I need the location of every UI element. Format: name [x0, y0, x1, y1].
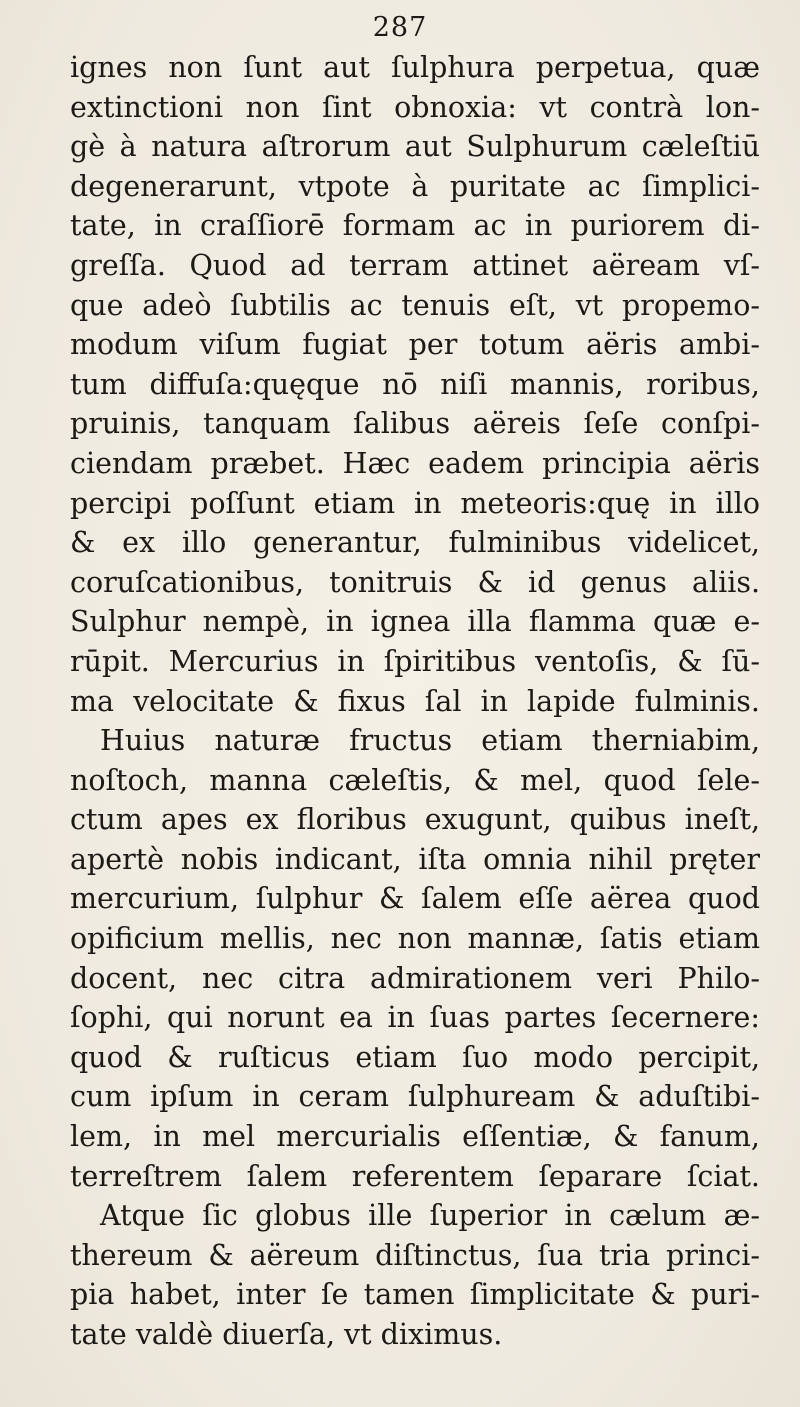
text-line: Huius naturæ fructus etiam therniabim, [100, 724, 760, 758]
text-line: modum viſum fugiat per totum aëris ambi- [70, 328, 760, 362]
text-line: mercurium, ſulphur & ſalem eſſe aërea quod [70, 882, 760, 916]
text-line: & ex illo generantur, fulminibus videlicet, [70, 526, 760, 560]
text-line: greſſa. Quod ad terram attinet aëream vſ- [70, 248, 760, 282]
text-line: Atque ſic globus ille ſuperior in cælum æ- [100, 1199, 760, 1233]
text-line: rūpit. Mercurius in ſpiritibus ventoſis, & ſū- [70, 644, 760, 678]
text-line: que adeò ſubtilis ac tenuis eſt, vt propemo- [70, 288, 760, 322]
text-line: quod & ruſticus etiam ſuo modo percipit, [70, 1040, 760, 1074]
text-line: ſophi, qui norunt ea in ſuas partes ſecernere: [70, 1001, 760, 1035]
text-line: terreſtrem ſalem referentem ſeparare ſciat. [70, 1159, 760, 1193]
text-line: Sulphur nempè, in ignea illa flamma quæ e- [70, 605, 760, 639]
text-line: ma velocitate & fixus ſal in lapide fulminis. [70, 684, 760, 718]
text-line: extinctioni non ſint obnoxia: vt contrà lon- [70, 90, 760, 124]
text-line: tate, in craſſiorē formam ac in puriorem di- [70, 209, 760, 243]
page-number: 287 [372, 12, 428, 43]
text-line: noſtoch, manna cæleſtis, & mel, quod ſele- [70, 763, 760, 797]
text-line: tate valdè diuerſa, vt diximus. [70, 1318, 503, 1351]
text-line: opificium mellis, nec non mannæ, ſatis etiam [70, 922, 760, 956]
text-line: pia habet, inter ſe tamen ſimplicitate & puri- [70, 1278, 760, 1312]
text-line: coruſcationibus, tonitruis & id genus aliis. [70, 565, 760, 599]
text-line: gè à natura aſtrorum aut Sulphurum cæleſtiū [70, 130, 760, 164]
body-text [70, 48, 760, 1355]
text-line: pruinis, tanquam ſalibus aëreis ſeſe conſpi- [70, 407, 760, 441]
text-line: ciendam præbet. Hæc eadem principia aëris [70, 446, 760, 480]
text-line: degenerarunt, vtpote à puritate ac ſimplici- [70, 169, 760, 203]
text-line: tum diffuſa:quęque nō niſi mannis, roribus, [70, 367, 760, 401]
text-line: cum ipſum in ceram ſulphuream & aduſtibi- [70, 1080, 760, 1114]
text-line: lem, in mel mercurialis eſſentiæ, & fanum, [70, 1120, 760, 1154]
text-line: thereum & aëreum diſtinctus, ſua tria princi- [70, 1238, 760, 1272]
text-line: ctum apes ex floribus exugunt, quibus ineſt, [70, 803, 760, 837]
text-line: ignes non ſunt aut ſulphura perpetua, quæ [70, 51, 760, 84]
text-line: apertè nobis indicant, iſta omnia nihil pręter [70, 842, 760, 876]
text-line: docent, nec citra admirationem veri Philo- [70, 961, 760, 995]
text-line: percipi poſſunt etiam in meteoris:quę in illo [70, 486, 760, 520]
